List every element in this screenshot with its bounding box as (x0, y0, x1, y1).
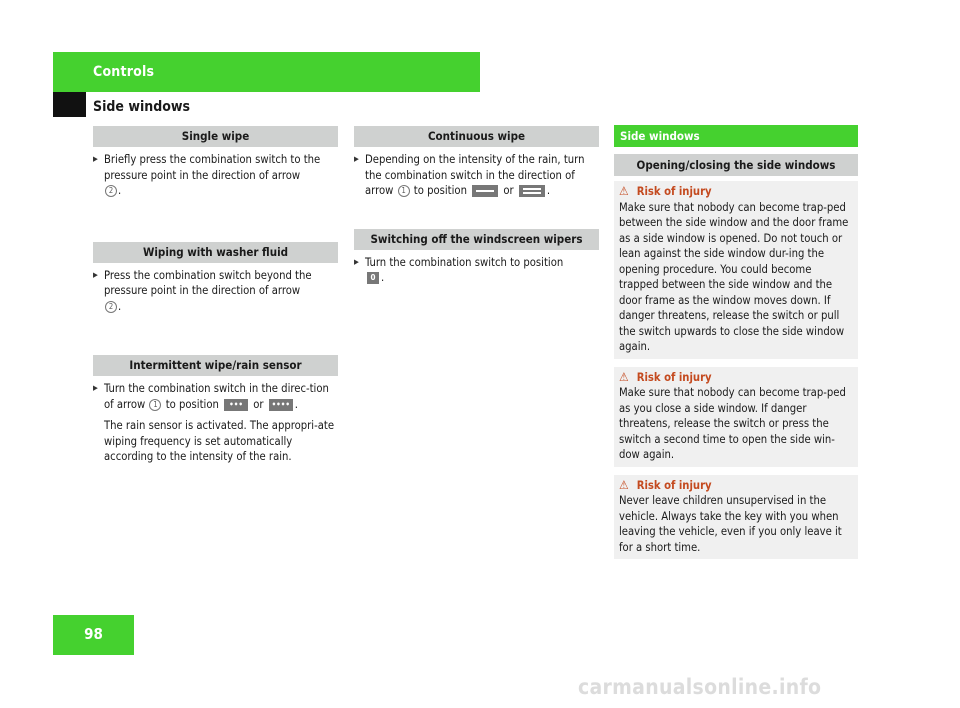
step-washer (93, 268, 338, 315)
heading-washer: Wiping with washer fluid (93, 242, 338, 263)
heading-side-windows: Side windows (614, 125, 858, 147)
column-3 (614, 125, 858, 559)
warning-text: Never leave children unsupervised in the vehicle. Always take the key with you when leaving the vehicle, even if you only leave it for a short time. (619, 494, 842, 554)
step-intermittent (93, 381, 338, 412)
arrow-1-icon: 1 (398, 185, 410, 197)
chapter-banner (53, 52, 480, 92)
arrow-2-icon: 2 (105, 301, 117, 313)
step-end: . (381, 271, 385, 284)
page-number-box (53, 615, 134, 655)
heading-switch-off: Switching off the windscreen wipers (354, 229, 599, 250)
heading-continuous: Continuous wipe (354, 126, 599, 147)
intermittent-fast-icon: •••• (269, 399, 293, 411)
or-text: or (253, 397, 264, 411)
section-title: Side windows (93, 99, 191, 115)
step-text: Depending on the intensity of the rain, turn the combination switch in the direction of arrow (365, 153, 585, 197)
column-1 (93, 126, 338, 465)
intermittent-slow-icon: ••• (224, 399, 248, 411)
warning-heading: Risk of injury (636, 370, 712, 384)
warning-box-3 (614, 475, 858, 560)
continuous-slow-icon (472, 185, 498, 197)
position-zero-icon: 0 (367, 272, 379, 284)
warning-box-2 (614, 367, 858, 467)
heading-single-wipe: Single wipe (93, 126, 338, 147)
heading-opening-closing: Opening/closing the side windows (614, 154, 858, 176)
step-continuous (354, 152, 599, 199)
chapter-title: Controls (93, 64, 155, 80)
arrow-1-icon: 1 (149, 399, 161, 411)
step-end: . (294, 397, 298, 411)
page-number: 98 (84, 625, 103, 643)
step-end: . (546, 184, 551, 197)
warning-box-1 (614, 181, 858, 359)
or-text: or (503, 184, 514, 197)
warning-heading: Risk of injury (636, 478, 712, 492)
watermark: carmanualsonline.info (578, 675, 822, 699)
step-end: . (118, 299, 122, 313)
continuous-fast-icon (519, 185, 545, 197)
step-text-b: to position (413, 184, 467, 197)
step-text: Press the combination switch beyond the pressure point in the direction of arrow (104, 268, 312, 297)
warning-triangle-icon: ⚠ (619, 477, 629, 492)
warning-heading: Risk of injury (636, 185, 712, 198)
arrow-2-icon: 2 (105, 185, 117, 197)
step-single-wipe (93, 152, 338, 199)
step-text: Turn the combination switch in the direc-tion of arrow (104, 382, 329, 411)
step-text-b: to position (165, 397, 219, 411)
rain-sensor-note: The rain sensor is activated. The appropri-ate wiping frequency is set automatically according to the intensity of the rain. (104, 419, 335, 463)
column-2 (354, 126, 599, 288)
section-marker (53, 92, 86, 117)
step-end: . (118, 184, 122, 197)
warning-triangle-icon: ⚠ (619, 369, 629, 384)
heading-intermittent: Intermittent wipe/rain sensor (93, 355, 338, 376)
step-text: Briefly press the combination switch to the pressure point in the direction of arrow (104, 153, 321, 182)
step-switch-off (354, 255, 599, 286)
warning-text: Make sure that nobody can become trap-ped between the side window and the door frame as a side window is opened. Do not touch or lean against the side window dur-ing the opening procedure. You could become trapped between the side window and the door frame as the window moves down. If danger threatens, release the switch or pull the switch upwards to close the side window again. (619, 200, 849, 353)
step-text: Turn the combination switch to position (365, 255, 564, 269)
warning-triangle-icon: ⚠ (619, 184, 629, 198)
warning-text: Make sure that nobody can become trap-ped as you close a side window. If danger threatens, release the switch or press the switch a second time to open the side win-dow again. (619, 386, 846, 461)
